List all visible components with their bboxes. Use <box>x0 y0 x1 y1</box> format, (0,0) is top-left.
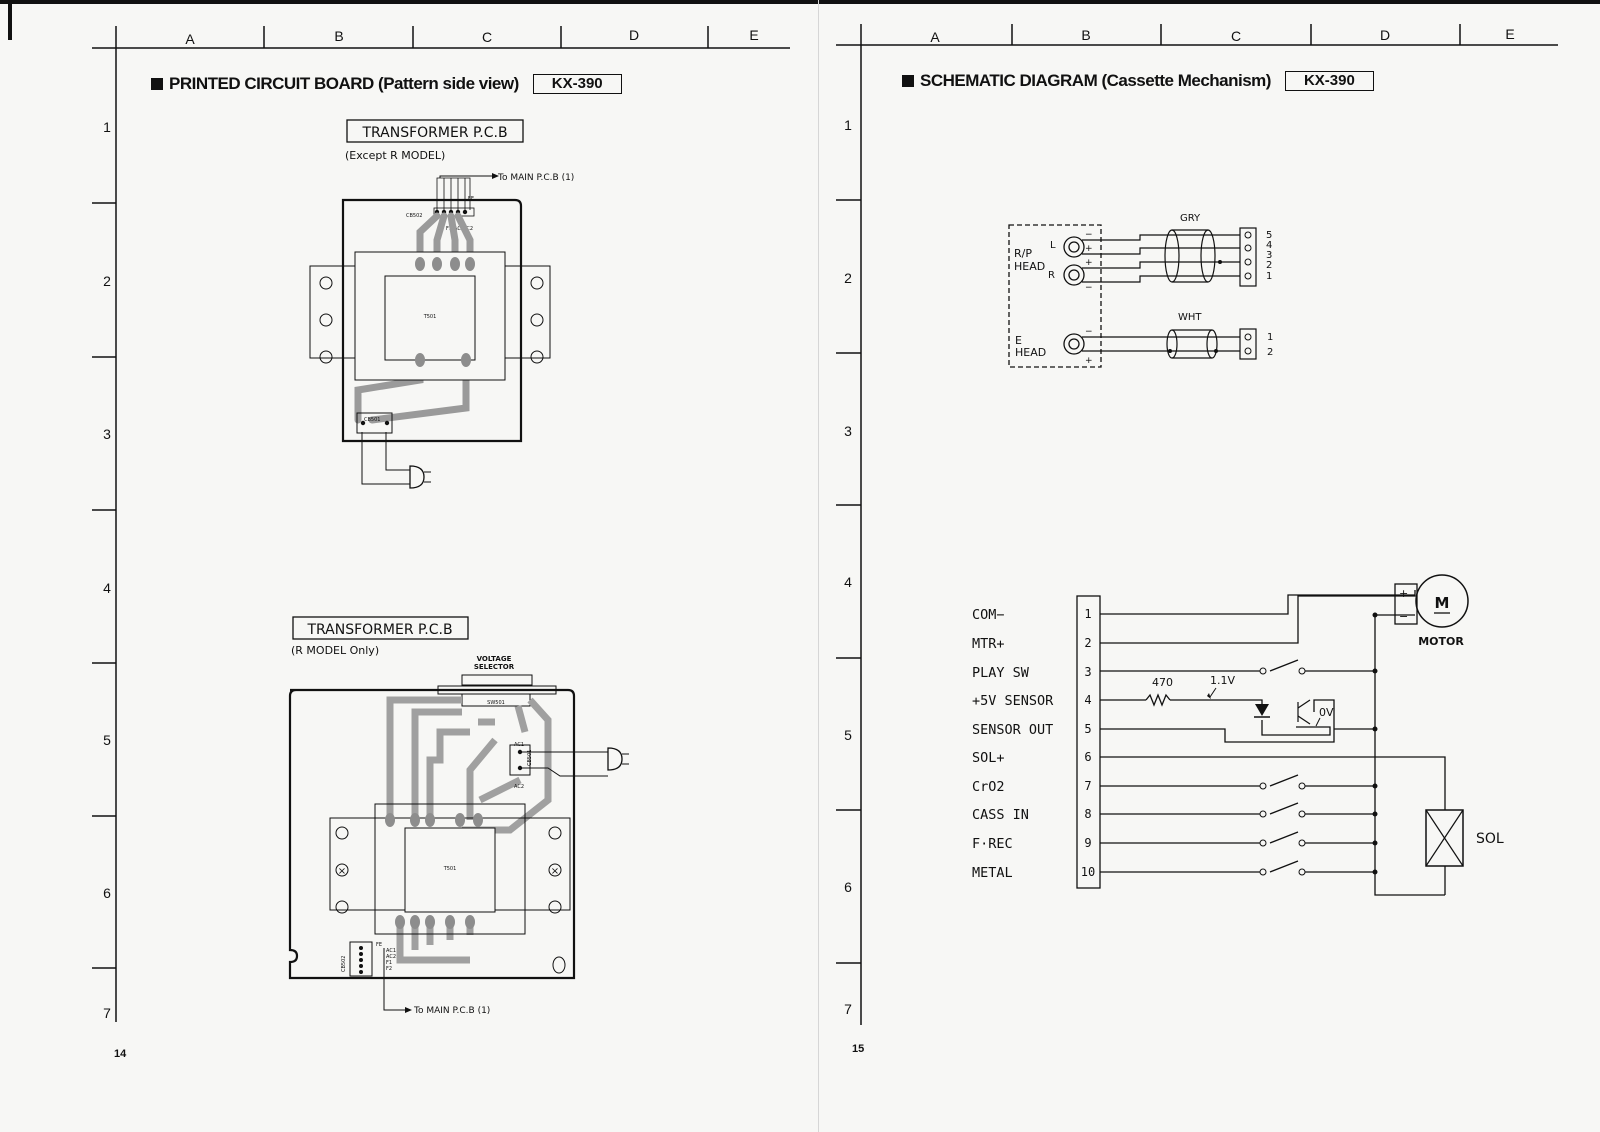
pcb-title-text: PRINTED CIRCUIT BOARD (Pattern side view) <box>169 74 519 93</box>
board1-title: TRANSFORMER P.C.B <box>362 125 508 141</box>
pin-9: 9 <box>1084 836 1092 850</box>
resistor-label: 470 <box>1152 676 1173 689</box>
solenoid-label: SOL <box>1476 831 1504 847</box>
motor-plus: + <box>1399 587 1409 600</box>
conn-b-pin-2: 2 <box>1267 347 1274 358</box>
col-label-e: E <box>749 27 759 43</box>
board2-pin-f2: F2 <box>386 966 393 972</box>
col-label-a: A <box>185 31 195 47</box>
conn-a-pin-1: 1 <box>1266 271 1273 282</box>
board1-to-main: To MAIN P.C.B (1) <box>498 173 575 183</box>
row-label-2: 2 <box>844 270 852 286</box>
conn-a-pin-2: 2 <box>1266 260 1273 271</box>
col-label-c: C <box>1230 28 1242 44</box>
diode-icon <box>1255 704 1269 716</box>
head-left-label: L <box>1050 240 1056 251</box>
pin-4: 4 <box>1084 693 1092 707</box>
signal-5v-sensor: +5V SENSOR <box>972 693 1054 709</box>
row-label-7: 7 <box>103 1005 111 1021</box>
board2-cb502: CB502 <box>341 955 347 972</box>
head-l-minus: − <box>1085 230 1093 240</box>
board1-t501: T501 <box>423 314 437 320</box>
head-r-plus: + <box>1085 258 1093 268</box>
row-label-6: 6 <box>103 885 111 901</box>
board2-pin-ac1: AC1 <box>386 948 397 954</box>
page-number-left: 14 <box>114 1048 127 1060</box>
col-label-d: D <box>1379 27 1391 43</box>
row-label-4: 4 <box>103 580 111 596</box>
row-label-5: 5 <box>844 727 852 743</box>
mechanism-wires <box>1100 590 1445 895</box>
board2-to-main: To MAIN P.C.B (1) <box>414 1006 491 1016</box>
board1-subtitle: (Except R MODEL) <box>345 149 446 162</box>
board1-pin-fe: FE <box>468 196 475 202</box>
col-label-e: E <box>1505 26 1515 42</box>
mechanism-schematic <box>820 0 1600 1132</box>
board2-voltage-selector-2: SELECTOR <box>473 663 515 671</box>
schematic-title-text: SCHEMATIC DIAGRAM (Cassette Mechanism) <box>920 71 1271 90</box>
row-label-2: 2 <box>103 273 111 289</box>
signal-sol: SOL+ <box>972 750 1005 766</box>
board2-pin-fe: FE <box>376 942 383 948</box>
pin-7: 7 <box>1084 779 1092 793</box>
motor-label: MOTOR <box>1418 635 1464 648</box>
row-label-4: 4 <box>844 574 852 590</box>
phototransistor-icon <box>1298 700 1310 724</box>
gry-label: GRY <box>1180 213 1201 224</box>
conn-a-pin-3: 3 <box>1266 250 1273 261</box>
row-label-7: 7 <box>844 1001 852 1017</box>
schematic-model-box: KX-390 <box>1285 71 1374 91</box>
pin-3: 3 <box>1084 665 1092 679</box>
board2-pin-f1: F1 <box>386 960 393 966</box>
col-label-b: B <box>1081 27 1091 43</box>
rp-head-label-2: HEAD <box>1014 260 1046 273</box>
sensor-voltage-label: 0V <box>1319 706 1334 719</box>
board2-ac1: AC1 <box>514 742 525 748</box>
conn-a-pin-4: 4 <box>1266 240 1273 251</box>
head-right-label: R <box>1048 270 1055 281</box>
pin-5: 5 <box>1084 722 1092 736</box>
board1-pin-ac1: AC1 <box>454 226 465 232</box>
svg-text:×: × <box>337 866 347 877</box>
board2-cb501: CB501 <box>527 749 533 766</box>
board1-cb501: CB501 <box>364 417 381 423</box>
signal-cro2: CrO2 <box>972 779 1005 795</box>
conn-a-pin-5: 5 <box>1266 230 1273 241</box>
row-label-3: 3 <box>103 426 111 442</box>
e-head-label-1: E <box>1015 334 1022 347</box>
right-page <box>820 0 1600 1132</box>
col-label-b: B <box>334 28 344 44</box>
col-label-c: C <box>481 29 493 45</box>
col-label-d: D <box>628 27 640 43</box>
board1-cb502: CB502 <box>406 213 423 219</box>
signal-cass-in: CASS IN <box>972 807 1029 823</box>
board2-subtitle: (R MODEL Only) <box>291 644 380 657</box>
page-number-right: 15 <box>852 1043 865 1055</box>
board2-voltage-selector-1: VOLTAGE <box>476 655 512 663</box>
svg-text:×: × <box>550 866 560 877</box>
signal-metal: METAL <box>972 865 1013 881</box>
signal-com: COM− <box>972 607 1005 623</box>
board1-pin-f1: F1 <box>446 226 453 232</box>
board2-ac2: AC2 <box>514 784 525 790</box>
board2-sw501: SW501 <box>487 700 505 706</box>
pin-10: 10 <box>1080 865 1096 879</box>
pin-8: 8 <box>1084 807 1092 821</box>
board1-pin-ac2: AC2 <box>463 226 474 232</box>
board2-plug-icon <box>608 748 622 770</box>
motor-minus: − <box>1399 610 1409 623</box>
conn-b-pin-1: 1 <box>1267 332 1274 343</box>
signal-sensor-out: SENSOR OUT <box>972 722 1054 738</box>
ehead-minus: − <box>1085 327 1093 337</box>
pin-6: 6 <box>1084 750 1092 764</box>
voltage-label: 1.1V <box>1210 674 1236 687</box>
col-label-a: A <box>930 29 940 45</box>
board2-pin-ac2: AC2 <box>386 954 397 960</box>
e-head-label-2: HEAD <box>1015 346 1047 359</box>
pin-1: 1 <box>1084 607 1092 621</box>
pcb-model-box: KX-390 <box>533 74 622 94</box>
rp-head-label-1: R/P <box>1014 247 1032 260</box>
row-label-1: 1 <box>103 119 111 135</box>
ehead-plus: + <box>1085 356 1093 366</box>
head-r-minus: − <box>1085 283 1093 293</box>
pin-2: 2 <box>1084 636 1092 650</box>
signal-mtr: MTR+ <box>972 636 1005 652</box>
switch-contacts <box>1260 668 1305 875</box>
signal-play-sw: PLAY SW <box>972 665 1029 681</box>
wht-label: WHT <box>1178 312 1202 323</box>
row-label-3: 3 <box>844 423 852 439</box>
row-label-6: 6 <box>844 879 852 895</box>
board2-t501: T501 <box>443 866 457 872</box>
motor-symbol: M <box>1434 594 1450 612</box>
signal-f-rec: F·REC <box>972 836 1013 852</box>
head-l-plus: + <box>1085 244 1093 254</box>
row-label-1: 1 <box>844 117 852 133</box>
board2-title: TRANSFORMER P.C.B <box>307 622 453 638</box>
row-label-5: 5 <box>103 732 111 748</box>
